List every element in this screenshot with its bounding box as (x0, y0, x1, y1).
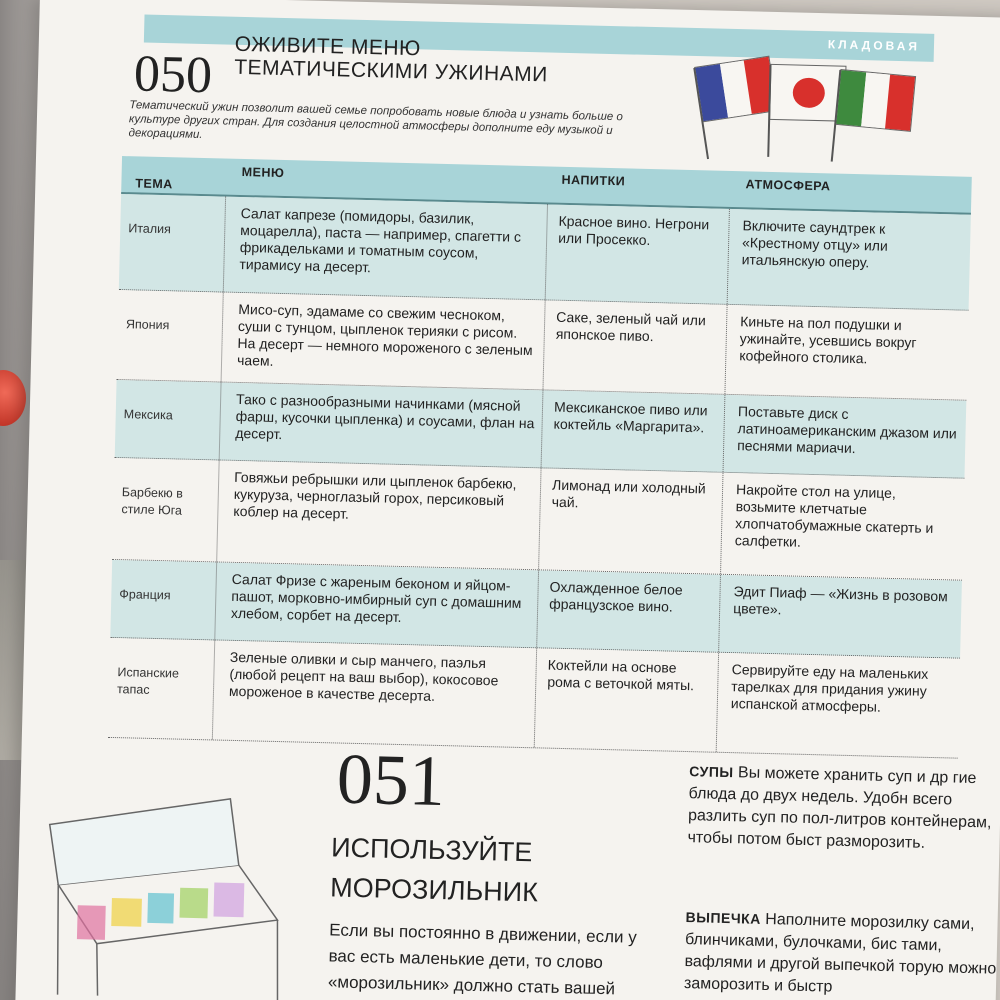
soups-text: Вы можете хранить суп и др гие блюда до двух недель. Удобн всего разлить суп по пол-литров контейнерам, чтобы потом быст разморозить. (687, 764, 992, 852)
tip-title-line1: ИСПОЛЬЗУЙТЕ (330, 832, 533, 868)
cell-drinks: Мексиканское пиво или коктейль «Маргарита». (553, 398, 708, 436)
baking-paragraph (684, 906, 1000, 1000)
cell-theme: Испанские тапас (116, 665, 180, 697)
cell-menu: Мисо-суп, эдамаме со свежим чесноком, суши с тунцом, цыпленок терияки с рисом. На десерт — немного мороженого с зеленым чаем. (236, 300, 533, 369)
header-atmosphere: АТМОСФЕРА (745, 177, 831, 194)
cell-drinks: Саке, зеленый чай или японское пиво. (555, 308, 706, 345)
cell-atmosphere: Киньте на пол подушки и ужинайте, усевшись вокруг кофейного столика. (739, 313, 917, 367)
theme-dinner-table (108, 156, 971, 737)
cell-theme: Италия (128, 221, 172, 237)
tip-number: 051 (335, 738, 446, 822)
cell-menu: Салат капрезе (помидоры, базилик, моцарелла), паста — например, спагетти с фрикадельками и томатным соусом, тирамису на десерт. (239, 204, 522, 276)
tip-title-line2: ТЕМАТИЧЕСКИМИ УЖИНАМИ (233, 55, 549, 87)
tip-title (234, 33, 549, 87)
header-menu: МЕНЮ (241, 164, 285, 181)
cell-theme: Мексика (123, 407, 173, 423)
cell-drinks: Красное вино. Негрони или Просекко. (558, 212, 710, 248)
cell-theme: Япония (125, 317, 170, 333)
cell-drinks: Охлажденное белое французское вино. (549, 578, 683, 615)
flag-italy-icon (835, 69, 916, 132)
table-row (108, 638, 960, 759)
cell-atmosphere: Сервируйте еду на маленьких тарелках для придания ужину испанской атмосферы. (730, 661, 929, 715)
cell-menu: Салат Фризе с жареным беконом и яйцом-пашот, морковно-имбирный суп с домашним хлебом, сорбет на десерт. (230, 570, 522, 626)
freezer-illustration (36, 764, 302, 1000)
tip-body: Если вы постоянно в движении, если у вас есть маленькие дети, то слово «морозильник» должно стать вашей (327, 920, 637, 999)
cell-menu: Говяжьи ребрышки или цыпленок барбекю, кукуруза, черноглазый горох, персиковый коблер на десерт. (233, 468, 517, 522)
header-theme: ТЕМА (135, 176, 173, 192)
cell-drinks: Коктейли на основе рома с веточкой мяты. (547, 656, 695, 694)
tomato-image (0, 370, 26, 426)
tip-title-line2: МОРОЗИЛЬНИК (329, 872, 539, 908)
tip-number: 050 (133, 45, 213, 105)
cell-drinks: Лимонад или холодный чай. (551, 476, 706, 511)
book-page (15, 0, 1000, 1000)
baking-text: Наполните морозилку сами, блинчиками, булочками, бис тами, вафлями и другой выпечкой торую можно заморозить и быстр (683, 910, 997, 996)
soups-label: СУПЫ (689, 763, 734, 781)
cell-atmosphere: Поставьте диск с латиноамериканским джазом или песнями мариачи. (736, 403, 957, 457)
tip-intro: Тематический ужин позволит вашей семье попробовать новые блюда и узнать больше о культуре других стран. Для создания целостной атмосферы дополните еду музыкой и декорациями. (128, 99, 623, 142)
tip-title-line1: ОЖИВИТЕ МЕНЮ (234, 32, 422, 61)
cell-atmosphere: Включите саундтрек к «Крестному отцу» или итальянскую оперу. (741, 217, 888, 271)
header-drinks: НАПИТКИ (561, 172, 626, 189)
cell-theme: Барбекю в стиле Юга (121, 485, 184, 518)
soups-paragraph (687, 760, 1000, 857)
tip-title (330, 827, 540, 912)
cell-menu: Зеленые оливки и сыр манчего, паэлья (любой рецепт на ваш выбор), кокосовое мороженое в качестве десерта. (228, 648, 499, 704)
cell-menu: Тако с разнообразными начинками (мясной фарш, кусочки цыпленка) и соусами, флан на десерт. (235, 390, 535, 443)
flag-france-icon (694, 56, 778, 123)
flags-illustration (696, 50, 949, 176)
section-label: КЛАДОВАЯ (827, 37, 921, 54)
cell-atmosphere: Накройте стол на улице, возьмите клетчатые хлопчатобумажные скатерть и салфетки. (734, 481, 934, 550)
cell-theme: Франция (119, 587, 171, 603)
baking-label: ВЫПЕЧКА (685, 909, 762, 927)
cell-atmosphere: Эдит Пиаф — «Жизнь в розовом цвете». (733, 583, 948, 618)
